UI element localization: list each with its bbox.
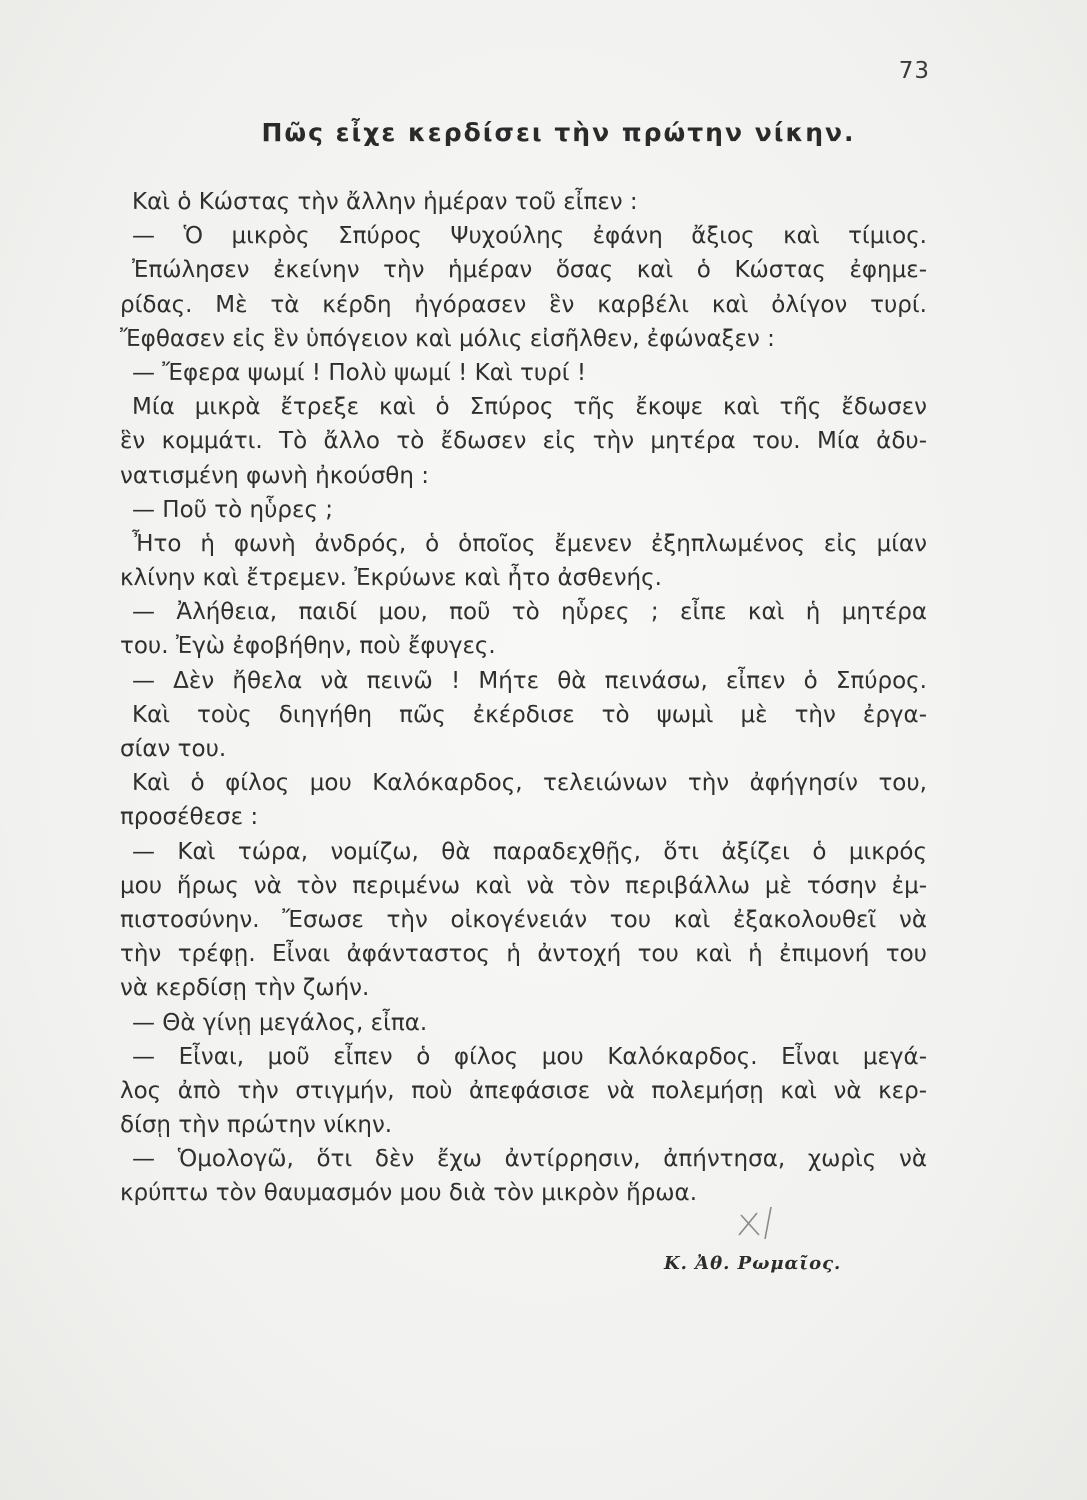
- text-line: Ἐπώλησεν ἐκείνην τὴν ἡμέραν ὅσας καὶ ὁ Κώστας ἐφημε-: [132, 257, 927, 284]
- text-line: — Ὁμολογῶ, ὅτι δὲν ἔχω ἀντίρρησιν, ἀπήντησα, χωρὶς νὰ: [132, 1146, 927, 1173]
- author-signature: Κ. Ἀθ. Ρωμαῖος.: [664, 1253, 842, 1274]
- text-line: Ἦτο ἡ φωνὴ ἀνδρός, ὁ ὁποῖος ἔμενεν ἐξηπλωμένος εἰς μίαν: [132, 530, 927, 557]
- text-line: κρύπτω τὸν θαυμασμόν μου διὰ τὸν μικρὸν ἥρωα.: [120, 1180, 698, 1207]
- text-line: — Ἔφερα ψωμί ! Πολὺ ψωμί ! Καὶ τυρί !: [132, 359, 587, 386]
- text-line: σίαν του.: [120, 736, 227, 762]
- text-line: νὰ κερδίσῃ τὴν ζωήν.: [120, 975, 370, 1002]
- pencil-mark-icon: [735, 1205, 795, 1245]
- text-line: νατισμένη φωνὴ ἠκούσθη :: [120, 462, 429, 489]
- text-line: — Εἶναι, μοῦ εἶπεν ὁ φίλος μου Καλόκαρδος. Εἶναι μεγά-: [132, 1043, 927, 1070]
- text-line: ἓν κομμάτι. Τὸ ἄλλο τὸ ἔδωσεν εἰς τὴν μητέρα του. Μία ἀδυ-: [120, 428, 927, 455]
- text-line: — Ποῦ τὸ ηὗρες ;: [132, 496, 334, 523]
- text-line: — Ὁ μικρὸς Σπύρος Ψυχούλης ἐφάνη ἄξιος καὶ τίμιος.: [132, 223, 927, 250]
- text-line: Καὶ ὁ Κώστας τὴν ἄλλην ἡμέραν τοῦ εἶπεν :: [132, 189, 638, 215]
- text-line: δίσῃ τὴν πρώτην νίκην.: [120, 1112, 393, 1139]
- text-line: κλίνην καὶ ἔτρεμεν. Ἐκρύωνε καὶ ἦτο ἀσθενής.: [120, 565, 662, 592]
- text-line: Μία μικρὰ ἔτρεξε καὶ ὁ Σπύρος τῆς ἔκοψε καὶ τῆς ἔδωσεν: [132, 394, 927, 421]
- page-number: 73: [898, 58, 930, 84]
- body-text: [120, 185, 927, 1211]
- text-line: του. Ἐγὼ ἐφοβήθην, ποὺ ἔφυγες.: [120, 633, 496, 660]
- text-line: — Ἀλήθεια, παιδί μου, ποῦ τὸ ηὗρες ; εἶπε καὶ ἡ μητέρα: [132, 599, 927, 626]
- text-line: Καὶ ὁ φίλος μου Καλόκαρδος, τελειώνων τὴν ἀφήγησίν του,: [132, 770, 927, 797]
- text-line: προσέθεσε :: [120, 804, 259, 831]
- text-line: — Θὰ γίνῃ μεγάλος, εἶπα.: [132, 1009, 428, 1036]
- text-line: — Καὶ τώρα, νομίζω, θὰ παραδεχθῇς, ὅτι ἀξίζει ὁ μικρός: [132, 838, 927, 865]
- text-line: τὴν τρέφῃ. Εἶναι ἀφάνταστος ἡ ἀντοχή του καὶ ἡ ἐπιμονή του: [120, 941, 927, 968]
- chapter-title: Πῶς εἶχε κερδίσει τὴν πρώτην νίκην.: [261, 118, 856, 147]
- text-line: ρίδας. Μὲ τὰ κέρδη ἠγόρασεν ἓν καρβέλι καὶ ὀλίγον τυρί.: [120, 291, 927, 318]
- text-line: Ἔφθασεν εἰς ἓν ὑπόγειον καὶ μόλις εἰσῆλθεν, ἐφώναξεν :: [120, 325, 775, 352]
- text-line: πιστοσύνην. Ἔσωσε τὴν οἰκογένειάν του καὶ ἐξακολουθεῖ νὰ: [120, 906, 927, 933]
- text-line: Καὶ τοὺς διηγήθη πῶς ἐκέρδισε τὸ ψωμὶ μὲ τὴν ἐργα-: [132, 701, 927, 728]
- text-line: — Δὲν ἤθελα νὰ πεινῶ ! Μήτε θὰ πεινάσω, εἶπεν ὁ Σπύρος.: [132, 667, 927, 694]
- text-line: λος ἀπὸ τὴν στιγμήν, ποὺ ἀπεφάσισε νὰ πολεμήσῃ καὶ νὰ κερ-: [120, 1077, 927, 1104]
- text-line: μου ἥρως νὰ τὸν περιμένω καὶ νὰ τὸν περιβάλλω μὲ τόσην ἐμ-: [120, 872, 927, 899]
